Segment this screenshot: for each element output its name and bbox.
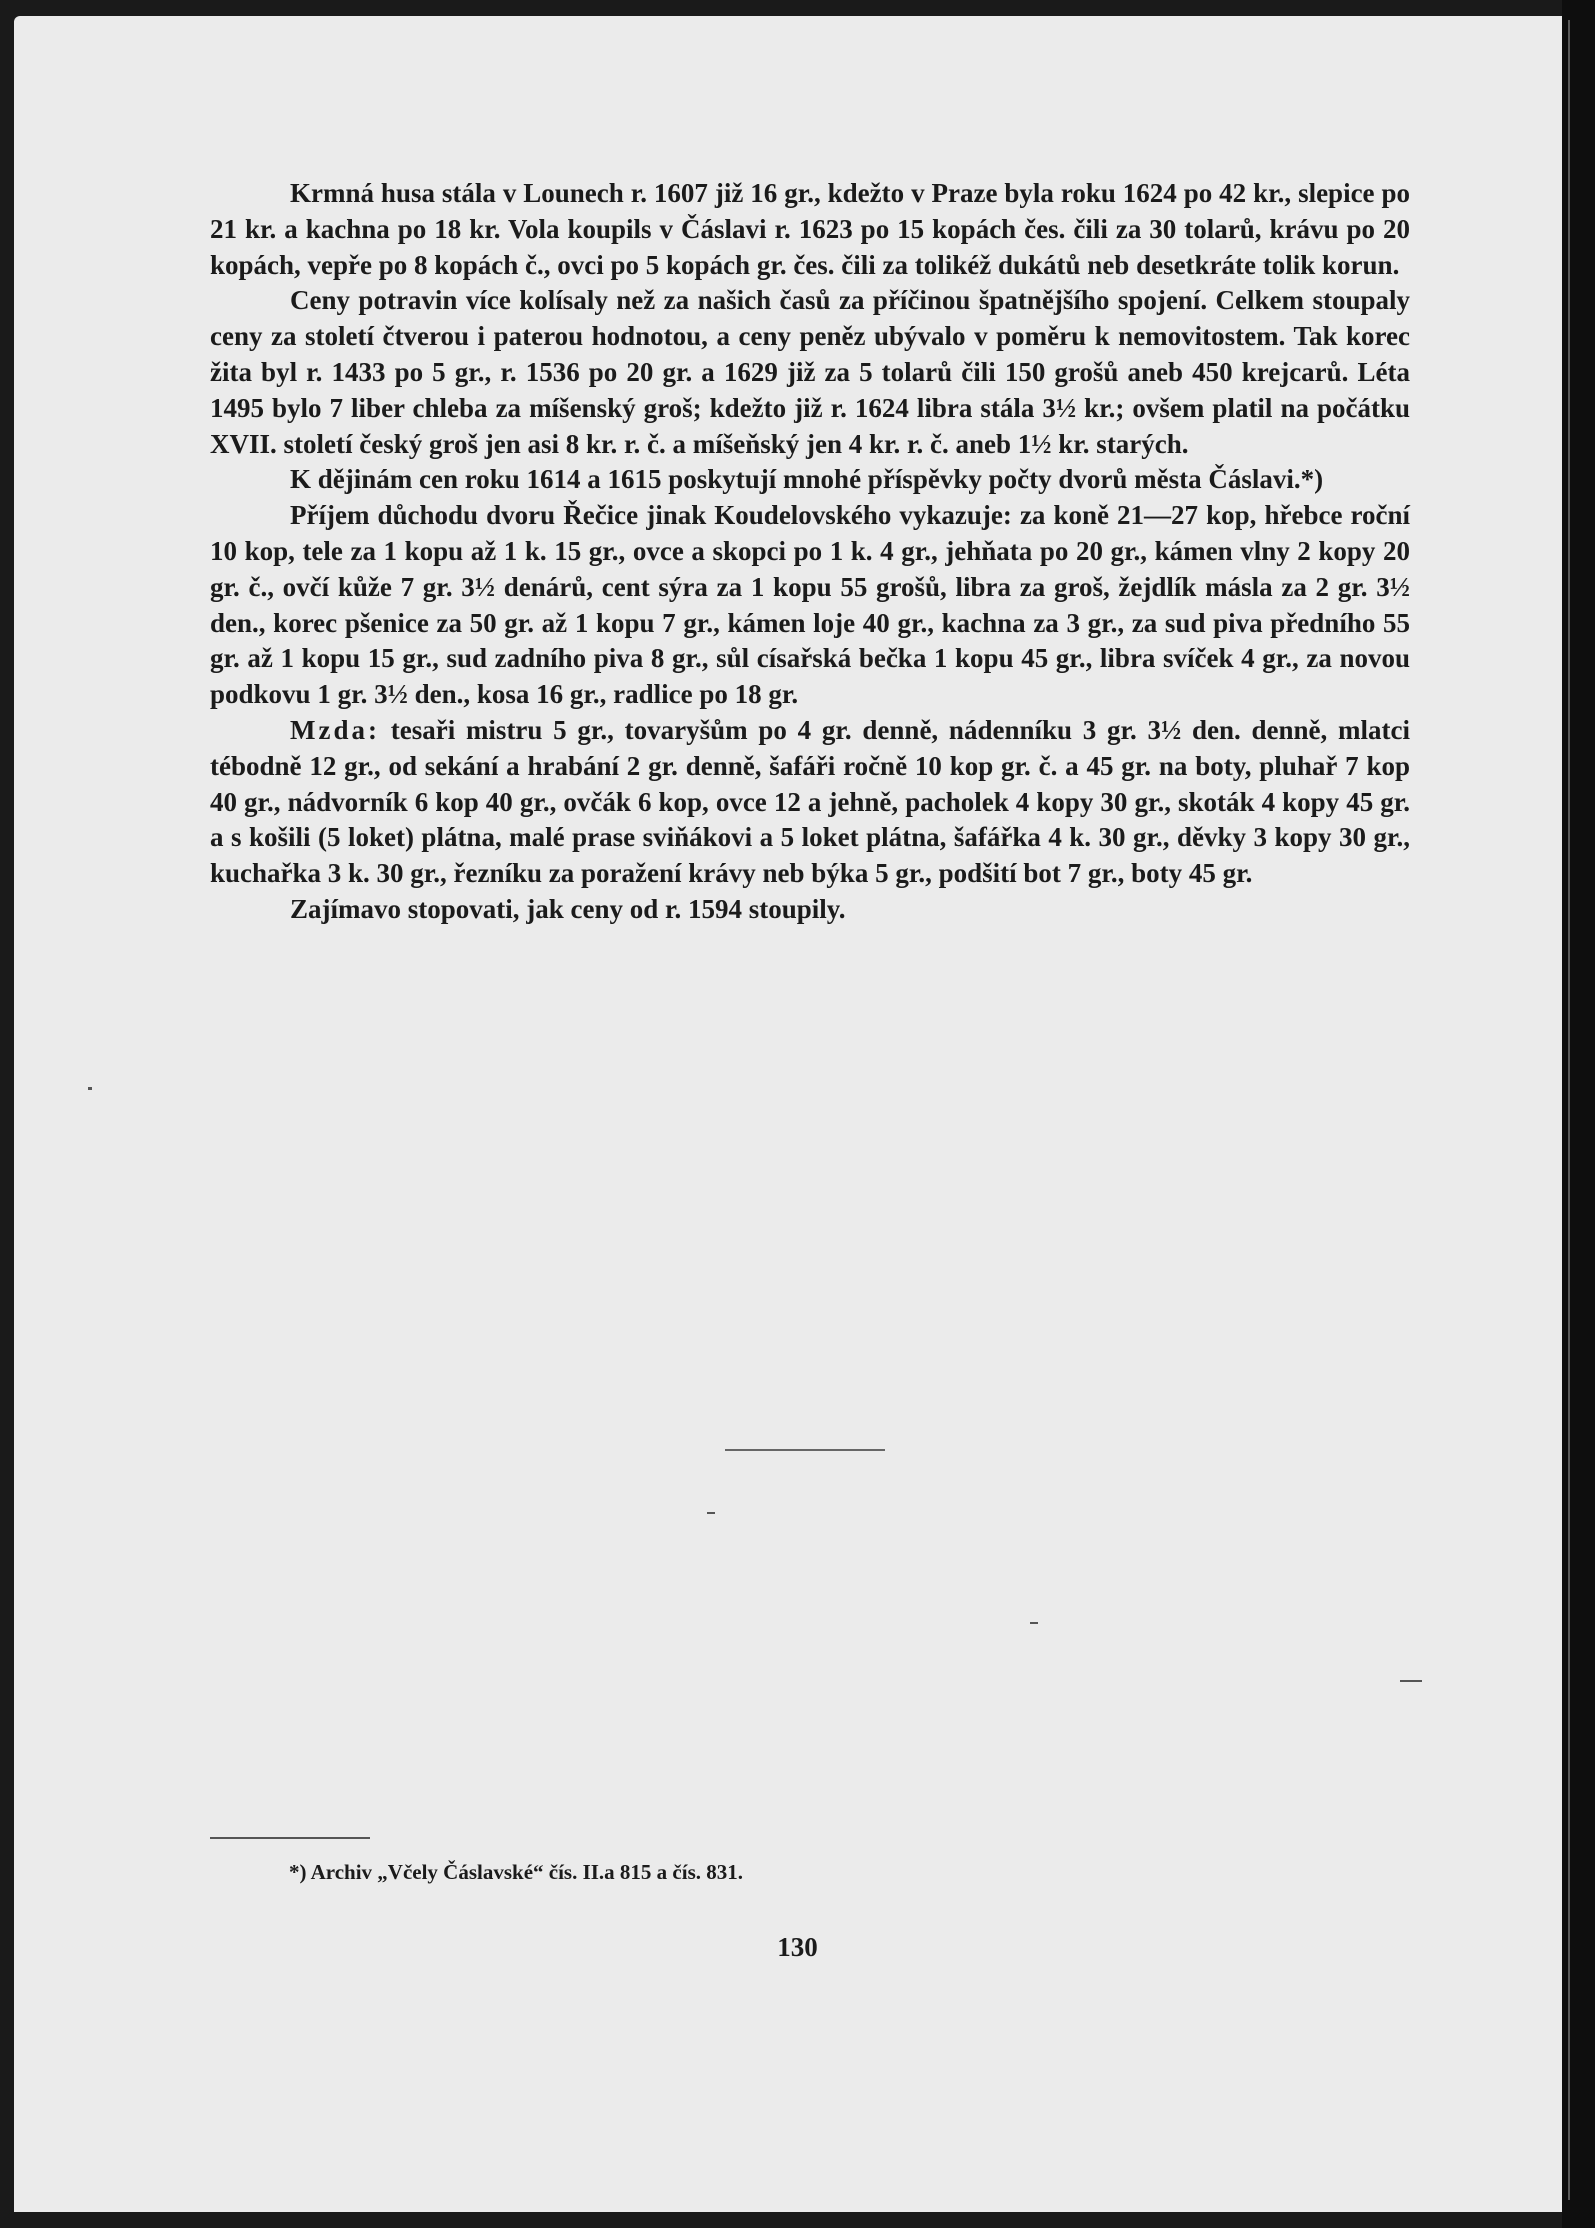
page-number: 130 bbox=[777, 1932, 818, 1962]
scan-speck bbox=[707, 1512, 715, 1514]
paragraph-prices-animals: Krmná husa stála v Lounech r. 1607 již 16 gr., kdežto v Praze byla roku 1624 po 42 kr., slepice po 21 kr. a kachna po 18 kr. Vola koupils v Čáslavi r. 1623 po 15 kopách čes. čili za 30 tolarů, krávu po 20 kopách, vepře po 8 kopách č., ovci po 5 kopách gr. čes. čili za tolikéž dukátů neb desetkráte tolik korun. bbox=[210, 178, 1410, 280]
paragraph-price-fluctuation: Ceny potravin více kolísaly než za našich časů za příčinou špatnějšího spojení. Celkem stoupaly ceny za století čtverou i paterou hodnotou, a ceny peněz ubývalo v poměru k nemovitostem. Tak korec žita byl r. 1433 po 5 gr., r. 1536 po 20 gr. a 1629 již za 5 tolarů čili 150 grošů aneb 450 krejcarů. Léta 1495 bylo 7 liber chleba za míšenský groš; kdežto již r. 1624 libra stála 3½ kr.; ovšem platil na počátku XVII. století český groš jen asi 8 kr. r. č. a míšeňský jen 4 kr. r. č. aneb 1½ kr. starých. bbox=[210, 285, 1410, 459]
body-text bbox=[210, 176, 1410, 928]
footnote: *) Archiv „Včely Čáslavské“ čís. II.a 815 a čís. 831. bbox=[289, 1860, 744, 1884]
section-separator bbox=[725, 1449, 885, 1451]
scan-speck bbox=[1030, 1622, 1038, 1624]
binding-line bbox=[1568, 20, 1570, 2200]
wages-label: Mzda: bbox=[290, 714, 380, 745]
footnote-rule bbox=[210, 1837, 370, 1839]
wages-text: tesaři mistru 5 gr., tovaryšům po 4 gr. denně, nádenníku 3 gr. 3½ den. denně, mlatci tébodně 12 gr., od sekání a hrabání 2 gr. denně, šafáři ročně 10 kop gr. č. a 45 gr. na boty, pluhař 7 kop 40 gr., nádvorník 6 kop 40 gr., ovčák 6 kop, ovce 12 a jehně, pacholek 4 kopy 30 gr., skoták 4 kopy 45 gr. a s košili (5 loket) plátna, malé prase sviňákovi a 5 loket plátna, šafářka 4 k. 30 gr., děvky 3 kopy 30 gr., kuchařka 3 k. 30 gr., řezníku za poražení krávy neb býka 5 gr., podšití bot 7 gr., boty 45 gr. bbox=[210, 714, 1410, 889]
scan-edge bbox=[1562, 0, 1595, 2228]
scan-speck bbox=[1400, 1680, 1422, 1682]
scan-speck bbox=[88, 1087, 92, 1090]
paragraph-wages bbox=[210, 713, 1410, 892]
paragraph-income: Příjem důchodu dvoru Řečice jinak Koudelovského vykazuje: za koně 21—27 kop, hřebce roční 10 kop, tele za 1 kopu až 1 k. 15 gr., ovce a skopci po 1 k. 4 gr., jehňata po 20 gr., kámen vlny 2 kopy 20 gr. č., ovčí kůže 7 gr. 3½ denárů, cent sýra za 1 kopu 55 grošů, libra za groš, žejdlík másla za 2 gr. 3½ den., korec pšenice za 50 gr. až 1 kopu 7 gr., kámen loje 40 gr., kachna za 3 gr., za sud piva předního 55 gr. až 1 kopu 15 gr., sud zadního piva 8 gr., sůl císařská bečka 1 kopu 45 gr., libra svíček 4 gr., za novou podkovu 1 gr. 3½ den., kosa 16 gr., radlice po 18 gr. bbox=[210, 500, 1410, 710]
paragraph-closing: Zajímavo stopovati, jak ceny od r. 1594 stoupily. bbox=[290, 893, 846, 924]
paragraph-caslav-accounts: K dějinám cen roku 1614 a 1615 poskytují mnohé příspěvky počty dvorů města Čáslavi.*) bbox=[290, 464, 1324, 495]
